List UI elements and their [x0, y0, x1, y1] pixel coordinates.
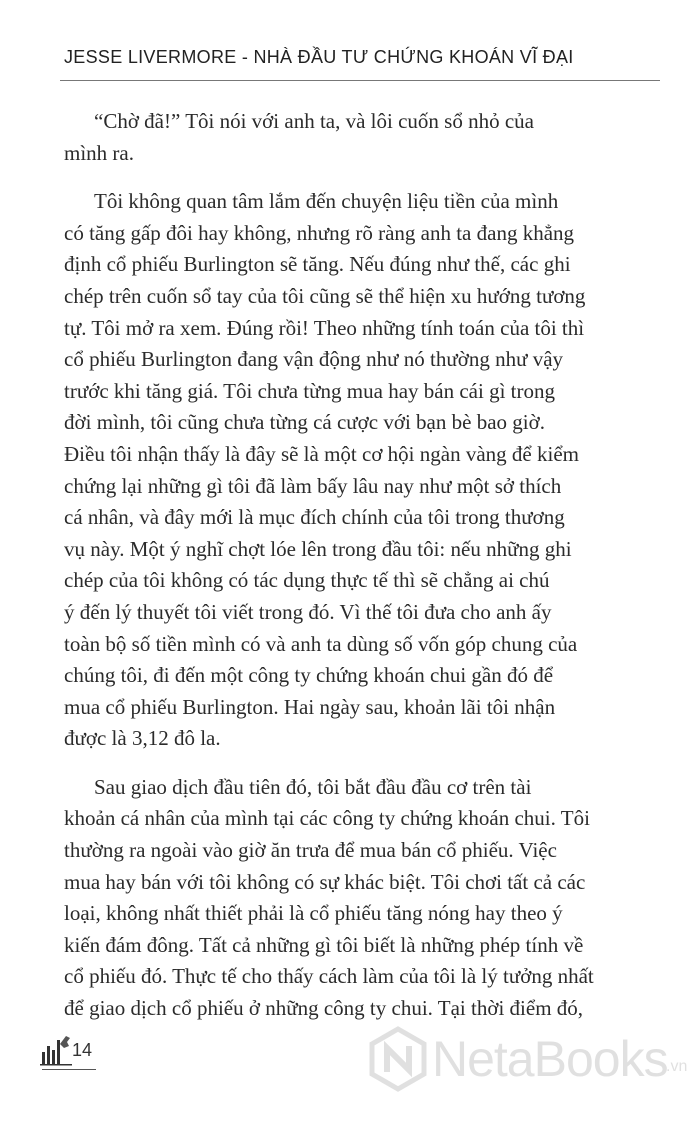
- folio-rule: [42, 1069, 96, 1070]
- text-line: kiến đám đông. Tất cả những gì tôi biết là những phép tính về: [64, 932, 584, 957]
- body-text: [64, 106, 634, 1042]
- watermark: [368, 1020, 688, 1100]
- text-line: chép của tôi không có tác dụng thực tế thì sẽ chẳng ai chú: [64, 568, 550, 593]
- text-line: chép trên cuốn sổ tay của tôi cũng sẽ thể hiện xu hướng tương: [64, 283, 586, 308]
- text-line: loại, không nhất thiết phải là cổ phiếu tăng nóng hay theo ý: [64, 901, 563, 926]
- text-line: vụ này. Một ý nghĩ chợt lóe lên trong đầu tôi: nếu những ghi: [64, 536, 572, 561]
- text-line: để giao dịch cổ phiếu ở những công ty chui. Tại thời điểm đó,: [64, 996, 584, 1021]
- text-line: ý đến lý thuyết tôi viết trong đó. Vì thế tôi đưa cho anh ấy: [64, 599, 552, 624]
- text-line: tự. Tôi mở ra xem. Đúng rồi! Theo những tính toán của tôi thì: [64, 315, 585, 340]
- paragraph: [64, 772, 634, 1025]
- text-line: cổ phiếu đó. Thực tế cho thấy cách làm của tôi là lý tưởng nhất: [64, 964, 594, 989]
- text-line: cổ phiếu Burlington đang vận động như nó thường như vậy: [64, 347, 564, 372]
- text-line: khoản cá nhân của mình tại các công ty chứng khoán chui. Tôi: [64, 806, 590, 831]
- text-line: trước khi tăng giá. Tôi chưa từng mua hay bán cái gì trong: [64, 378, 555, 403]
- header-rule: [60, 80, 660, 81]
- text-line: có tăng gấp đôi hay không, nhưng rõ ràng anh ta đang khẳng: [64, 220, 575, 245]
- text-line: mua cổ phiếu Burlington. Hai ngày sau, khoản lãi tôi nhận: [64, 694, 556, 719]
- n-hexagon-logo-icon: [368, 1026, 428, 1092]
- watermark-brand: NetaBooks: [432, 1031, 668, 1087]
- text-line: chúng tôi, đi đến một công ty chứng khoán chui gần đó để: [64, 663, 554, 688]
- page-number: 14: [72, 1040, 93, 1060]
- text-line: Điều tôi nhận thấy là đây sẽ là một cơ hội ngàn vàng để kiểm: [64, 441, 579, 466]
- text-line: toàn bộ số tiền mình có và anh ta dùng số vốn góp chung của: [64, 631, 578, 656]
- running-header: JESSE LIVERMORE - NHÀ ĐẦU TƯ CHỨNG KHOÁN VĨ ĐẠI: [64, 47, 574, 67]
- text-line: cá nhân, và đây mới là mục đích chính của tôi trong thương: [64, 505, 565, 530]
- text-line: Tôi không quan tâm lắm đến chuyện liệu tiền của mình: [94, 189, 559, 214]
- text-line: thường ra ngoài vào giờ ăn trưa để mua bán cổ phiếu. Việc: [64, 838, 557, 863]
- paragraph: [64, 106, 634, 169]
- paragraph: [64, 186, 634, 755]
- text-line: mình ra.: [64, 140, 134, 165]
- text-line: mua hay bán với tôi không có sự khác biệt. Tôi chơi tất cả các: [64, 869, 586, 894]
- text-line: đời mình, tôi cũng chưa từng cá cược với bạn bè bao giờ.: [64, 410, 545, 435]
- bar-chart-bull-icon: [40, 1030, 72, 1066]
- text-line: chứng lại những gì tôi đã làm bấy lâu nay như một sở thích: [64, 473, 562, 498]
- text-line: Sau giao dịch đầu tiên đó, tôi bắt đầu đầu cơ trên tài: [94, 774, 532, 799]
- text-line: định cổ phiếu Burlington sẽ tăng. Nếu đúng như thế, các ghi: [64, 252, 571, 277]
- text-line: được là 3,12 đô la.: [64, 726, 221, 751]
- text-line: “Chờ đã!” Tôi nói với anh ta, và lôi cuốn sổ nhỏ của: [94, 109, 534, 133]
- watermark-tld: .vn: [666, 1058, 688, 1075]
